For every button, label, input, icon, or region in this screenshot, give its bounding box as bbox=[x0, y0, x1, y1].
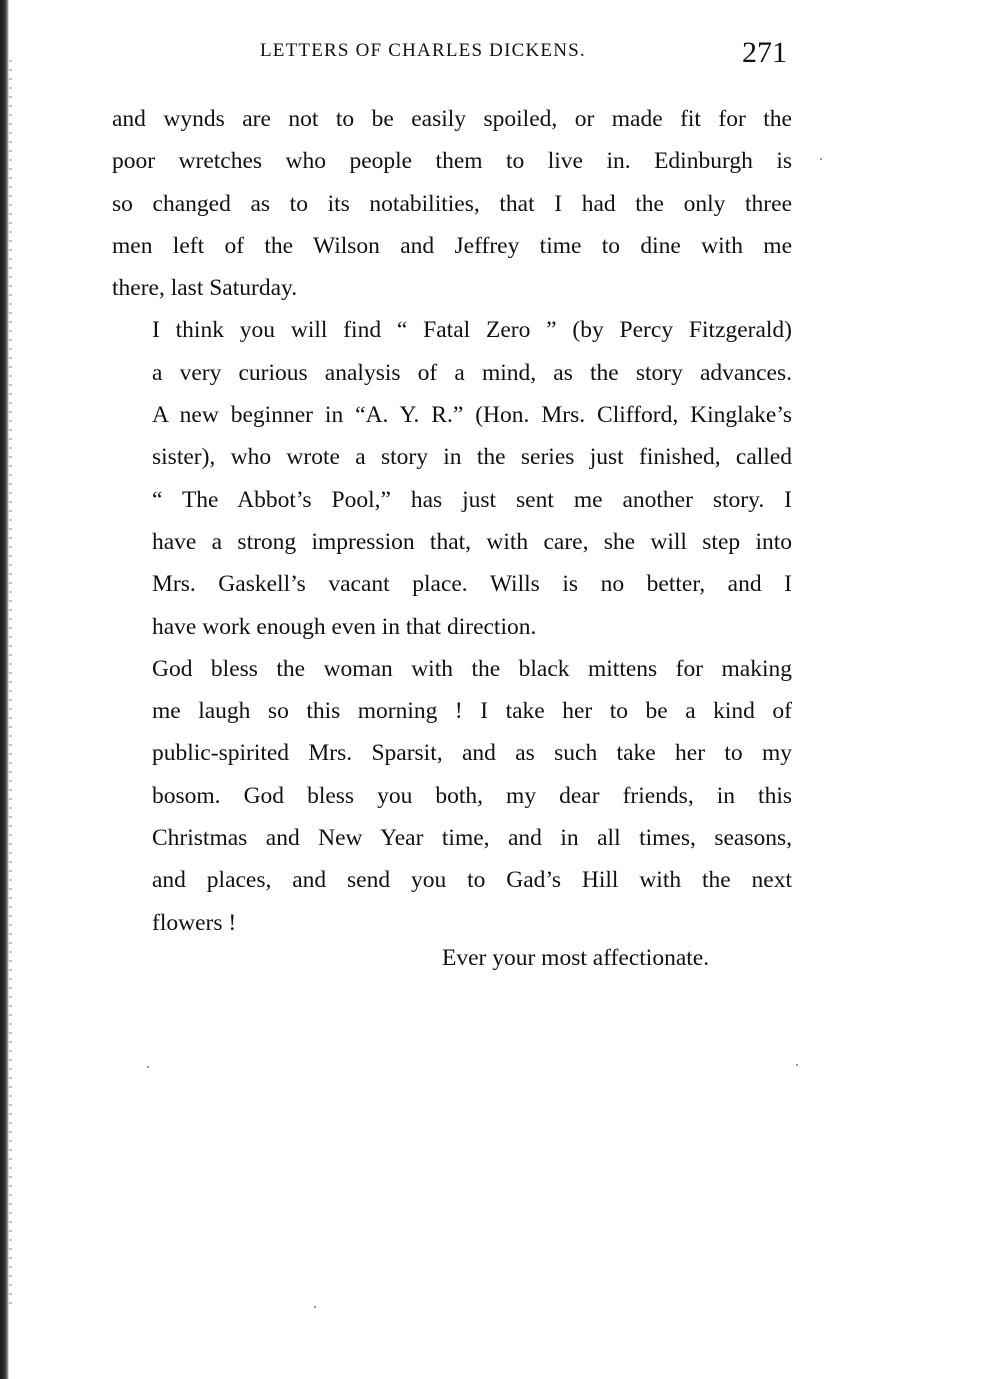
text-line: there, last Saturday. bbox=[112, 275, 298, 302]
text-line: A new beginner in “A. Y. R.” (Hon. Mrs. Clifford, Kinglake’s bbox=[152, 402, 792, 429]
text-line: me laugh so this morning ! I take her to be a kind of bbox=[152, 698, 792, 725]
speck bbox=[314, 1306, 316, 1308]
paragraph-1 bbox=[112, 98, 792, 309]
speck bbox=[820, 158, 822, 160]
text-line: so changed as to its notabilities, that I had the only three bbox=[112, 190, 792, 217]
speck bbox=[147, 1066, 149, 1068]
text-line: and places, and send you to Gad’s Hill with the next bbox=[152, 867, 792, 894]
speck bbox=[796, 1064, 798, 1066]
running-head bbox=[112, 38, 792, 68]
text-line: flowers ! bbox=[152, 909, 237, 936]
text-line: sister), who wrote a story in the series just finished, called bbox=[152, 444, 792, 471]
text-line: have work enough even in that direction. bbox=[152, 613, 537, 640]
paragraph-3 bbox=[112, 648, 792, 944]
text-line: “ The Abbot’s Pool,” has just sent me another story. I bbox=[152, 486, 792, 513]
text-line: I think you will find “ Fatal Zero ” (by Percy Fitzgerald) bbox=[152, 317, 792, 344]
book-binding-edge bbox=[0, 0, 9, 1379]
text-line: men left of the Wilson and Jeffrey time to dine with me bbox=[112, 232, 792, 259]
closing-salutation: Ever your most affectionate. bbox=[442, 945, 710, 971]
text-line: Christmas and New Year time, and in all times, seasons, bbox=[152, 825, 792, 852]
text-line: and wynds are not to be easily spoiled, or made fit for the bbox=[112, 106, 792, 132]
text-line: public-spirited Mrs. Sparsit, and as such take her to my bbox=[152, 740, 792, 767]
text-line: have a strong impression that, with care, she will step into bbox=[152, 528, 792, 555]
text-line: bosom. God bless you both, my dear friends, in this bbox=[152, 782, 792, 809]
page-number: 271 bbox=[742, 36, 787, 69]
text-line: poor wretches who people them to live in. Edinburgh is bbox=[112, 148, 792, 175]
text-line: God bless the woman with the black mittens for making bbox=[152, 655, 792, 682]
text-line: Mrs. Gaskell’s vacant place. Wills is no better, and I bbox=[152, 571, 792, 598]
text-line: a very curious analysis of a mind, as the story advances. bbox=[152, 359, 792, 386]
body-text bbox=[112, 98, 792, 944]
running-title: LETTERS OF CHARLES DICKENS. bbox=[260, 40, 586, 61]
binding-shadow bbox=[9, 60, 12, 1310]
paragraph-2 bbox=[112, 309, 792, 647]
